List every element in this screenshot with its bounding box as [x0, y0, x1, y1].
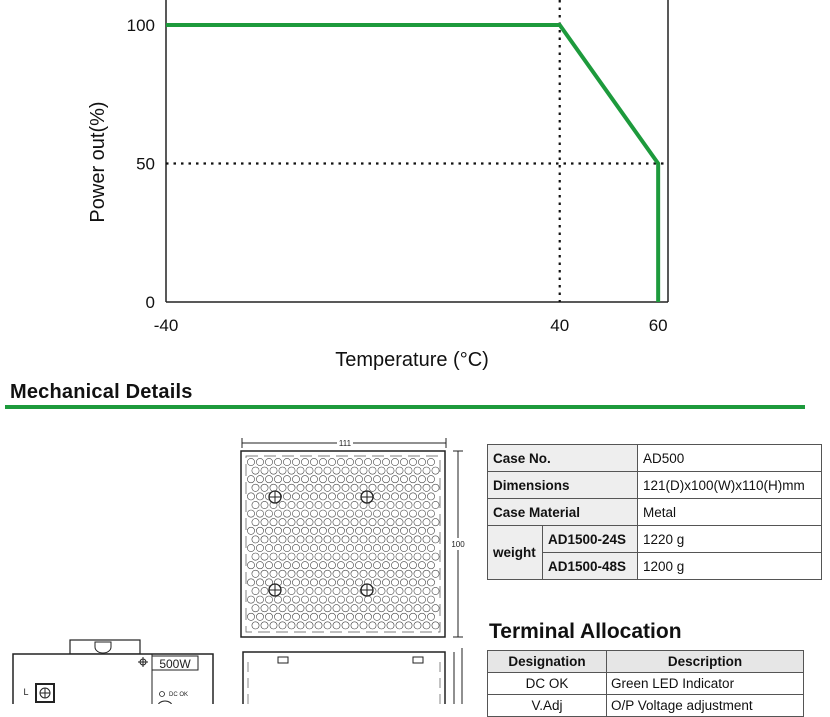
case-specs-table [487, 444, 822, 580]
power-rating-label: 500W [159, 657, 191, 671]
terminal-allocation-title: Terminal Allocation [489, 620, 682, 643]
table-row [488, 673, 804, 695]
x-tick-label: 40 [550, 316, 570, 335]
description-cell: O/P Voltage adjustment [607, 695, 804, 717]
designation-cell: V.Adj [488, 695, 607, 717]
x-tick-label: -40 [153, 316, 179, 335]
weight-value: 1200 g [638, 553, 822, 580]
table-row [488, 445, 822, 472]
description-header: Description [607, 651, 804, 673]
y-axis-label: Power out(%) [87, 101, 109, 223]
side-view-drawing [243, 648, 462, 704]
chart-series [166, 25, 658, 302]
designation-header: Designation [488, 651, 607, 673]
y-tick-label: 0 [145, 293, 155, 312]
description-cell: Green LED Indicator [607, 673, 804, 695]
terminal-letter: L [23, 687, 29, 697]
front-view-drawing [13, 640, 213, 704]
dimensions-label: Dimensions [488, 472, 638, 499]
dimensions-value: 121(D)x100(W)x110(H)mm [638, 472, 822, 499]
dc-ok-led-label: DC OK [169, 692, 189, 698]
y-tick-label: 100 [126, 16, 155, 35]
chart-axes [166, 0, 668, 302]
top-view-drawing [241, 438, 466, 637]
terminal-allocation-table [487, 650, 804, 717]
table-header-row [488, 651, 804, 673]
designation-cell: DC OK [488, 673, 607, 695]
x-axis-label: Temperature (°C) [335, 349, 489, 371]
table-row [488, 499, 822, 526]
section-divider [5, 405, 805, 409]
table-row [488, 695, 804, 717]
case-no-value: AD500 [638, 445, 822, 472]
model-name: AD1500-24S [543, 526, 638, 553]
model-name: AD1500-48S [543, 553, 638, 580]
case-no-label: Case No. [488, 445, 638, 472]
height-dimension: 100 [451, 540, 465, 549]
section-title: Mechanical Details [10, 381, 193, 403]
weight-label: weight [488, 526, 543, 580]
case-material-label: Case Material [488, 499, 638, 526]
y-tick-label: 50 [136, 154, 155, 174]
mechanical-drawings [0, 430, 480, 704]
reference-lines [166, 0, 668, 302]
case-material-value: Metal [638, 499, 822, 526]
weight-value: 1220 g [638, 526, 822, 553]
table-row [488, 526, 822, 553]
x-tick-label: 60 [648, 316, 668, 335]
table-row [488, 472, 822, 499]
width-dimension: 111 [338, 439, 352, 448]
derating-curve [166, 25, 658, 302]
